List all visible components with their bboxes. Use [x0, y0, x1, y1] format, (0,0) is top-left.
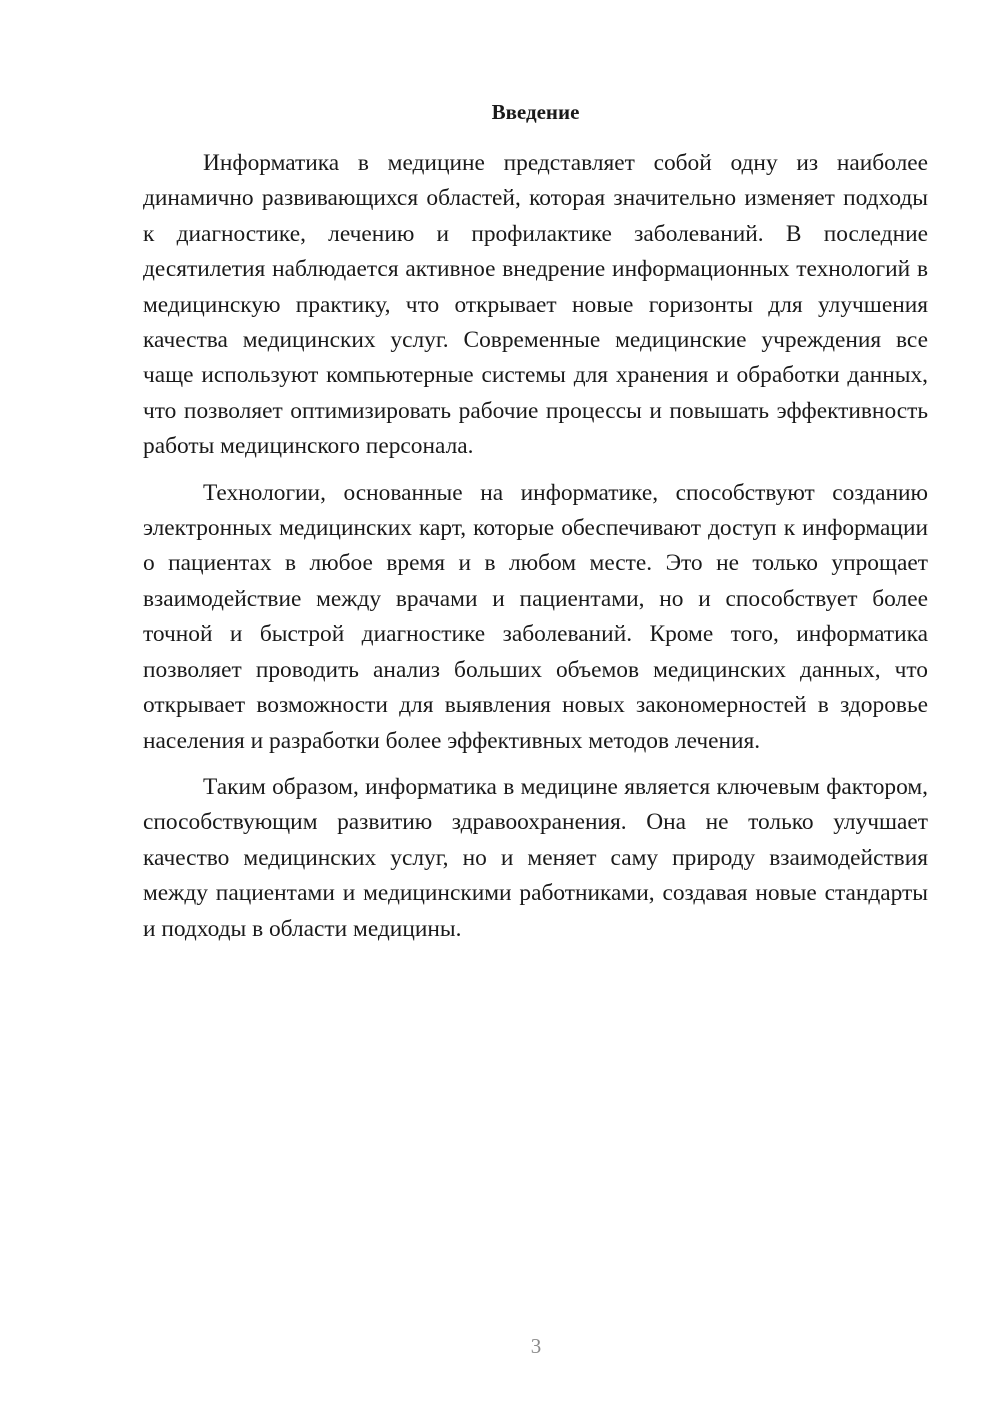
paragraph-1: Информатика в медицине представляет собой одну из наиболее динамично развивающихся областей, которая значительно изменяет подходы к диагностике, лечению и профилактике заболеваний. В последние десятилетия наблюдается активное внедрение информационных технологий в медицинскую практику, что открывает новые горизонты для улучшения качества медицинских услуг. Современные медицинские учреждения все чаще используют компьютерные системы для хранения и обработки данных, что позволяет оптимизировать рабочие процессы и повышать эффективность работы медицинского персонала. [143, 150, 928, 460]
paragraph-3: Таким образом, информатика в медицине является ключевым фактором, способствующим развитию здравоохранения. Она не только улучшает качество медицинских услуг, но и меняет саму природу взаимодействия между пациентами и медицинскими работниками, создавая новые стандарты и подходы в области медицины. [143, 773, 928, 942]
section-heading: Введение [491, 100, 580, 124]
page-content [143, 98, 928, 958]
page-number: 3 [530, 1334, 542, 1358]
paragraph-2: Технологии, основанные на информатике, способствуют созданию электронных медицинских карт, которые обеспечивают доступ к информации о пациентах в любое время и в любом месте. Это не только упрощает взаимодействие между врачами и пациентами, но и способствует более точной и быстрой диагностике заболеваний. Кроме того, информатика позволяет проводить анализ больших объемов медицинских данных, что открывает возможности для выявления новых закономерностей в здоровье населения и разработки более эффективных методов лечения. [143, 479, 928, 754]
